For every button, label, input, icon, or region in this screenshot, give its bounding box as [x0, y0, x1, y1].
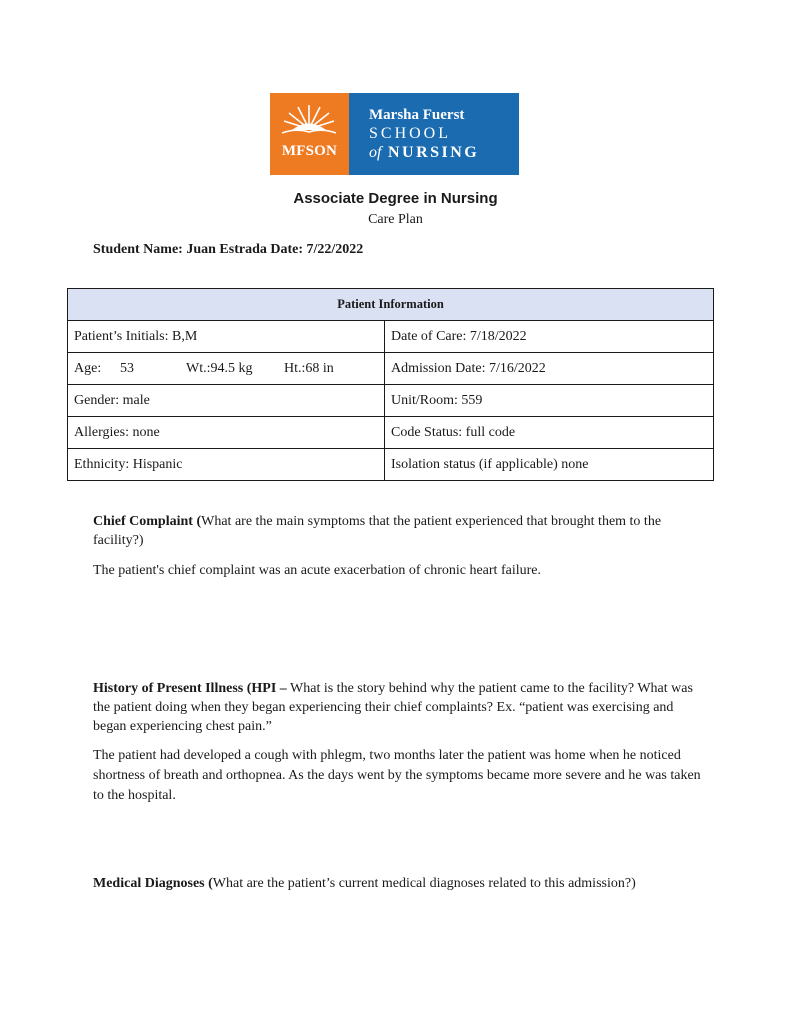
chief-complaint-answer: The patient's chief complaint was an acute exacerbation of chronic heart failure. [93, 563, 541, 578]
logo-abbreviation: MFSON [281, 143, 338, 159]
date-of-care-cell: Date of Care: 7/18/2022 [385, 321, 714, 353]
logo-emblem [270, 93, 349, 175]
age-value: 53 [120, 360, 134, 376]
patient-information-heading: Patient Information [68, 289, 714, 321]
sunburst-icon [276, 99, 343, 139]
weight-value: Wt.:94.5 kg [186, 360, 253, 376]
patient-information-table [67, 288, 714, 481]
unit-room-cell: Unit/Room: 559 [385, 385, 714, 417]
age-weight-height-cell [68, 353, 385, 385]
patient-initials-cell: Patient’s Initials: B,M [68, 321, 385, 353]
logo-line-3-word: NURSING [387, 143, 480, 161]
document-subtitle: Care Plan [368, 212, 423, 227]
logo-line-3 [369, 143, 519, 162]
hpi-label: History of Present Illness ( [93, 681, 252, 696]
logo-wordmark [349, 93, 519, 175]
logo-line-2: SCHOOL [369, 124, 452, 142]
medical-diagnoses-prompt [93, 874, 703, 893]
chief-complaint-prompt [93, 512, 703, 550]
hpi-answer: The patient had developed a cough with phlegm, two months later the patient was home when he noticed shortness of breath and orthopnea. As the days went by the symptoms became more severe and he was taken to the hospital. [93, 748, 701, 803]
medical-diagnoses-label: Medical Diagnoses ( [93, 876, 213, 891]
hpi-label-abbrev: HPI – [251, 681, 287, 696]
logo-line-1: Marsha Fuerst [369, 106, 465, 123]
chief-complaint-label: Chief Complaint ( [93, 514, 202, 529]
allergies-cell: Allergies: none [68, 417, 385, 449]
height-value: Ht.:68 in [284, 360, 334, 376]
logo-line-3-prefix: of [369, 143, 382, 161]
age-label: Age: [74, 360, 102, 376]
admission-date-cell: Admission Date: 7/16/2022 [385, 353, 714, 385]
document-title: Associate Degree in Nursing [293, 190, 498, 207]
isolation-status-cell: Isolation status (if applicable) none [385, 449, 714, 481]
gender-cell: Gender: male [68, 385, 385, 417]
student-name-date: Student Name: Juan Estrada Date: 7/22/2022 [93, 242, 364, 257]
hpi-prompt [93, 679, 703, 736]
hpi-question: What is the story behind why the patient came to the facility? What was the patient doing when they began experiencing their chief complaints? Ex. “patient was exercising and began experiencing chest pain.” [93, 681, 693, 734]
chief-complaint-question: What are the main symptoms that the patient experienced that brought them to the facility?) [93, 514, 662, 548]
medical-diagnoses-question: What are the patient’s current medical diagnoses related to this admission?) [212, 876, 636, 891]
ethnicity-cell: Ethnicity: Hispanic [68, 449, 385, 481]
school-logo [270, 93, 519, 175]
code-status-cell: Code Status: full code [385, 417, 714, 449]
